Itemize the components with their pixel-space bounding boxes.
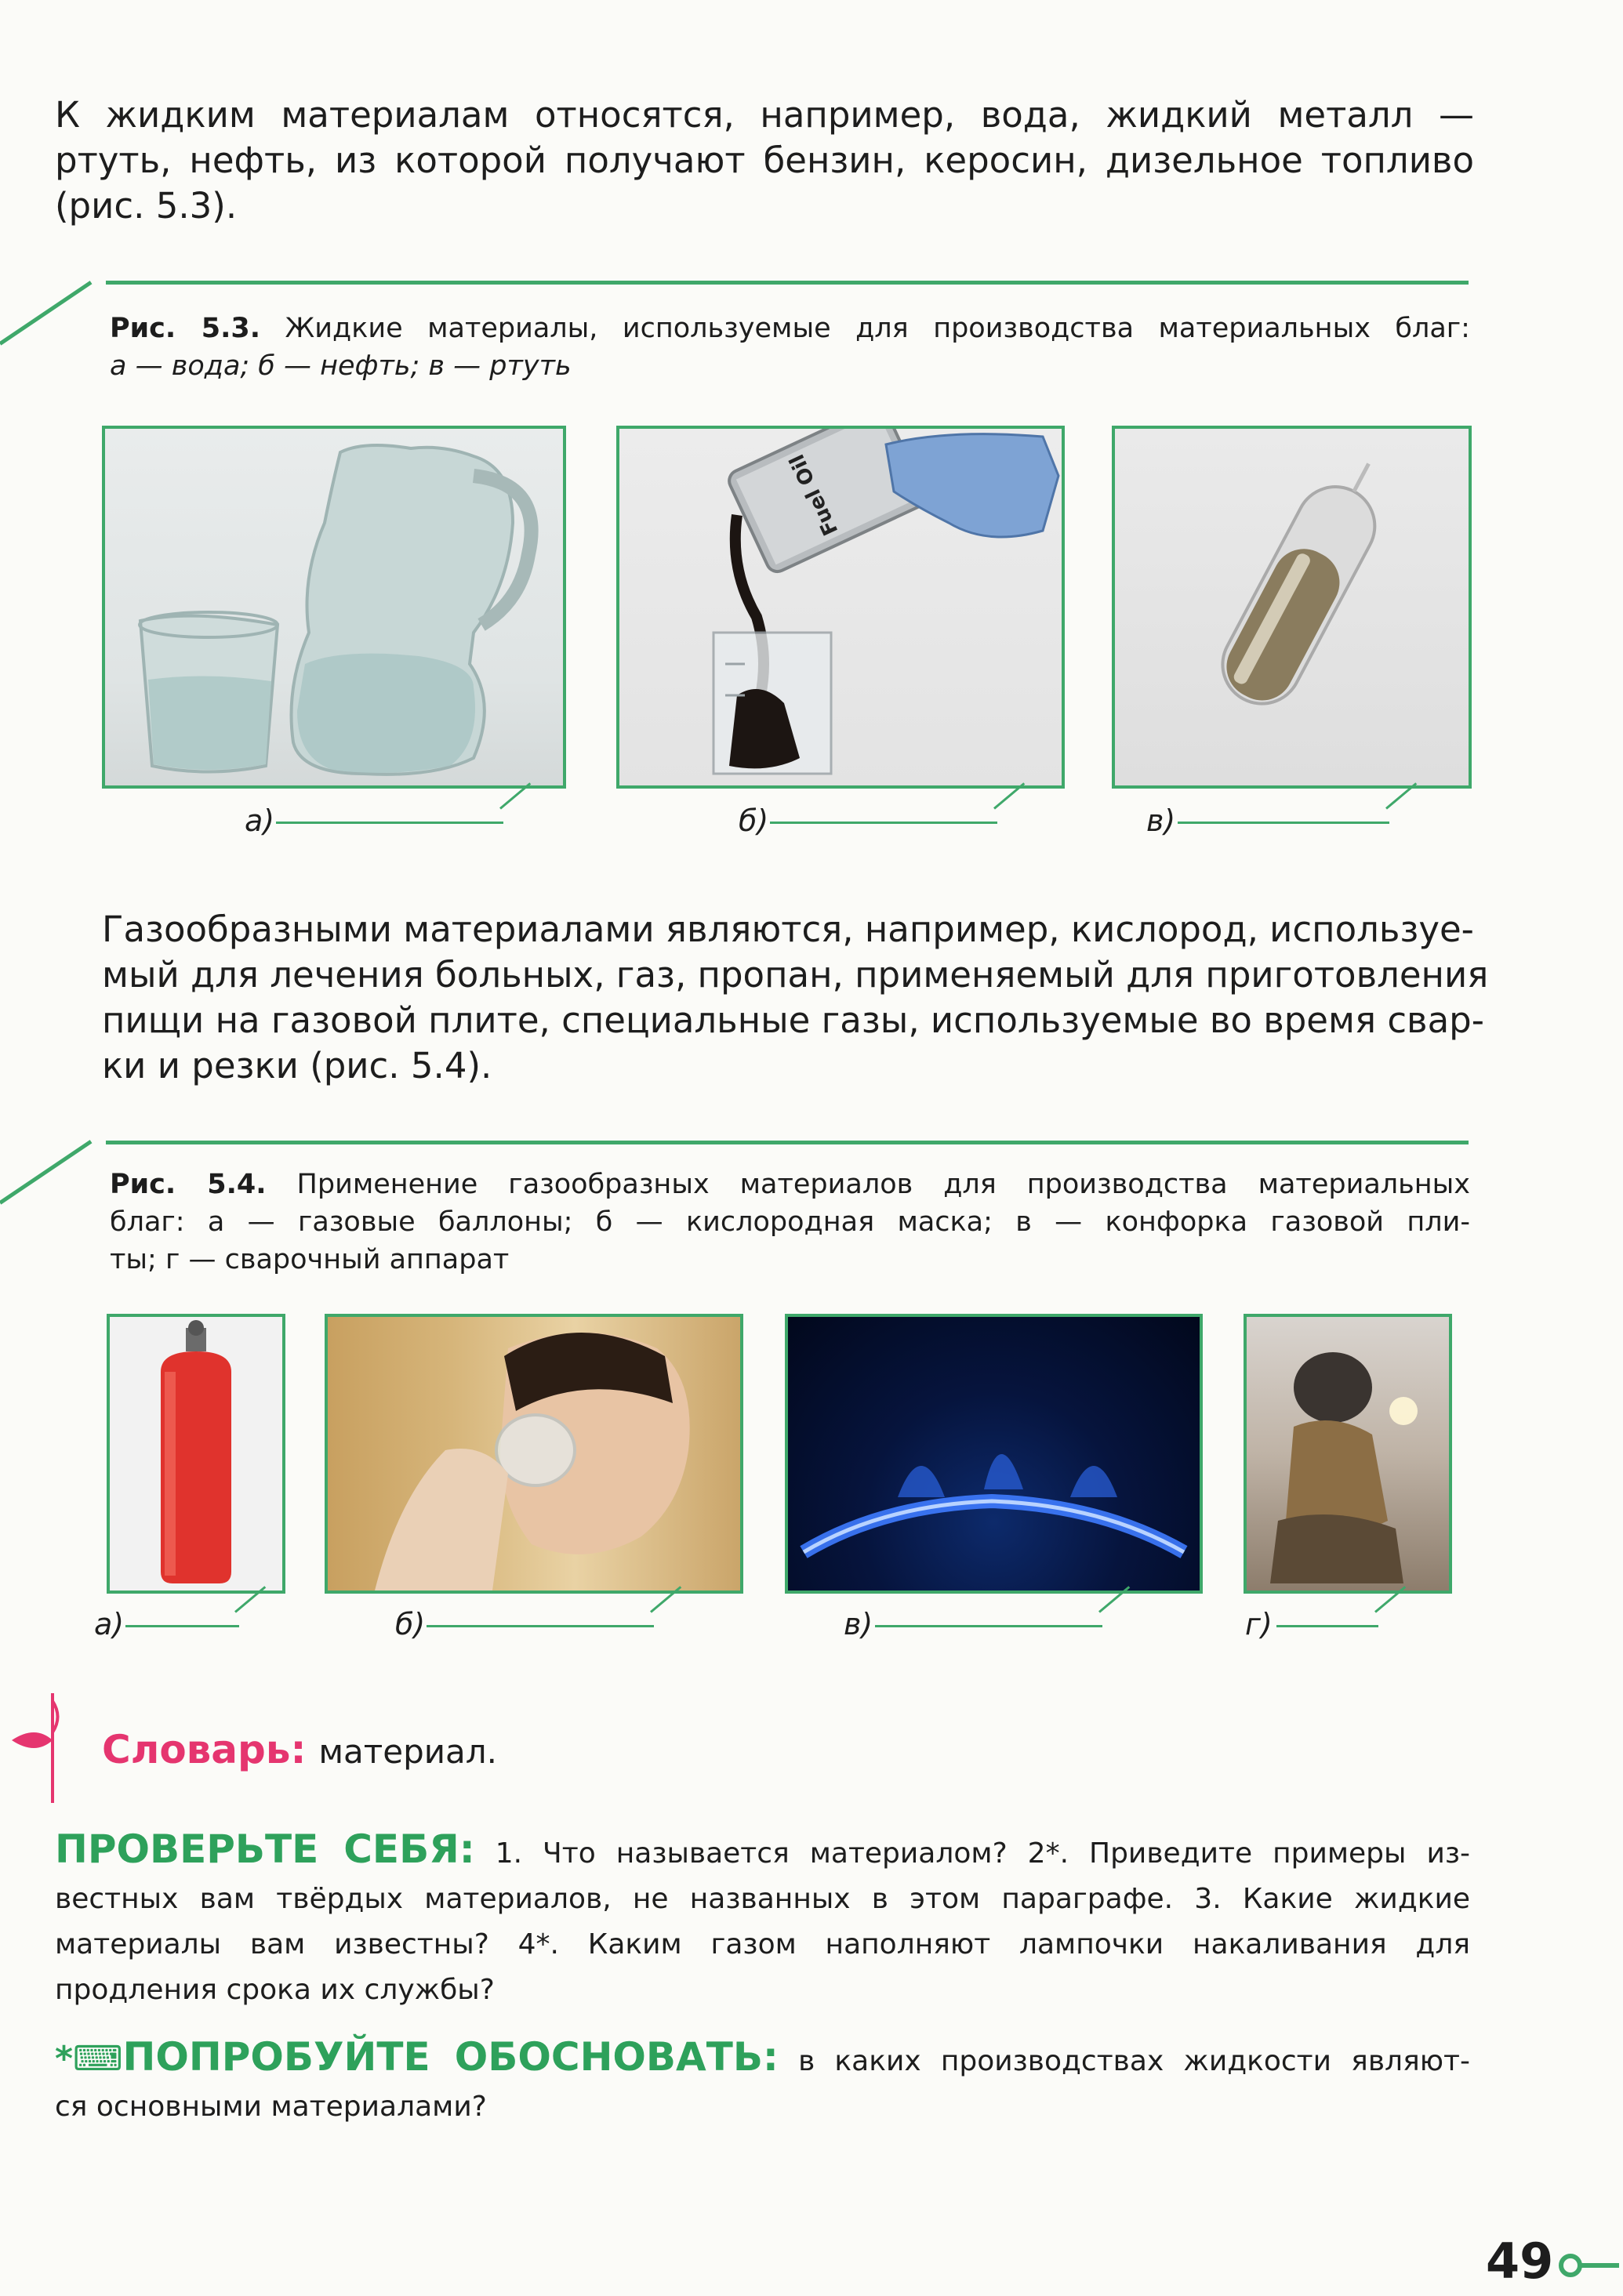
label-line — [875, 1625, 1102, 1627]
text-line: ки и резки (рис. 5.4). — [102, 1045, 492, 1086]
caption-text: Жидкие материалы, используемые для производства материальных благ: — [285, 313, 1470, 344]
divider — [106, 281, 1469, 285]
caption-text: Применение газообразных материалов для производства материальных — [296, 1169, 1470, 1200]
text-line: (рис. 5.3). — [55, 185, 238, 227]
question-text: продления срока их службы? — [55, 1974, 495, 2006]
photo-label: в) — [844, 1607, 873, 1641]
photo-water — [102, 426, 566, 789]
can-label: Fuel Oil — [785, 450, 844, 539]
question-text: вестных вам твёрдых материалов, не названных в этом параграфе. 3. Какие жидкие — [55, 1883, 1470, 1915]
label-line — [276, 822, 503, 824]
question-text: ся основными материалами? — [55, 2091, 487, 2123]
divider-tail — [0, 1140, 92, 1204]
photo-label: а) — [94, 1607, 125, 1641]
figure-caption-5-3 — [110, 310, 1470, 385]
text-line: пищи на газовой плите, специальные газы, используемые во время свар- — [102, 999, 1484, 1041]
question-text: материалы вам известны? 4*. Каким газом наполняют лампочки накаливания для — [55, 1928, 1470, 1960]
photo-label: а) — [245, 803, 275, 838]
caption-text: ты; г — сварочный аппарат — [110, 1244, 510, 1275]
dictionary-marker — [4, 1693, 67, 1803]
paragraph-liquids — [55, 92, 1474, 229]
label-line — [770, 822, 997, 824]
question-text: 1. Что называется материалом? 2*. Приведите примеры из- — [495, 1837, 1470, 1870]
photo-label: г) — [1245, 1607, 1273, 1641]
text-line: ртуть, нефть, из которой получают бензин, керосин, дизельное топливо — [55, 140, 1474, 181]
text-line: мый для лечения больных, газ, пропан, применяемый для приготовления — [102, 954, 1489, 996]
photo-oil — [616, 426, 1065, 789]
photo-mercury — [1112, 426, 1472, 789]
divider-tail — [0, 281, 92, 345]
check-yourself — [55, 1826, 1470, 2013]
figure-caption-5-4 — [110, 1166, 1470, 1279]
figure-label: Рис. 5.3. — [110, 313, 261, 344]
paragraph-gases — [102, 907, 1489, 1089]
dictionary-heading: Словарь: — [102, 1727, 307, 1772]
text-line: К жидким материалам относятся, например, вода, жидкий металл — — [55, 94, 1474, 136]
page-number-marker — [1556, 2250, 1619, 2281]
photo-label: в) — [1146, 803, 1176, 838]
try-to-justify — [55, 2034, 1470, 2130]
check-heading: ПРОВЕРЬТЕ СЕБЯ: — [55, 1826, 475, 1872]
caption-text: а — вода; б — нефть; в — ртуть — [110, 350, 572, 382]
photo-gas-burner — [785, 1314, 1203, 1594]
label-line — [1276, 1625, 1378, 1627]
question-text: в каких производствах жидкости являют- — [798, 2045, 1470, 2077]
photo-label: б) — [395, 1607, 426, 1641]
label-line — [125, 1625, 239, 1627]
computer-icon: *⌨ — [55, 2039, 123, 2079]
caption-text: благ: а — газовые баллоны; б — кислородная маска; в — конфорка газовой пли- — [110, 1206, 1470, 1238]
divider — [106, 1141, 1469, 1144]
justify-heading: ПОПРОБУЙТЕ ОБОСНОВАТЬ: — [122, 2034, 779, 2080]
photo-welding — [1244, 1314, 1452, 1594]
figure-label: Рис. 5.4. — [110, 1169, 267, 1200]
photo-label: б) — [739, 803, 769, 838]
dictionary — [102, 1727, 497, 1772]
photo-oxygen-mask — [325, 1314, 743, 1594]
text-line: Газообразными материалами являются, например, кислород, используе- — [102, 909, 1474, 950]
label-line — [427, 1625, 654, 1627]
photo-gas-cylinder — [107, 1314, 285, 1594]
dictionary-text: материал. — [318, 1732, 497, 1771]
page-number: 49 — [1486, 2233, 1554, 2290]
label-line — [1178, 822, 1389, 824]
